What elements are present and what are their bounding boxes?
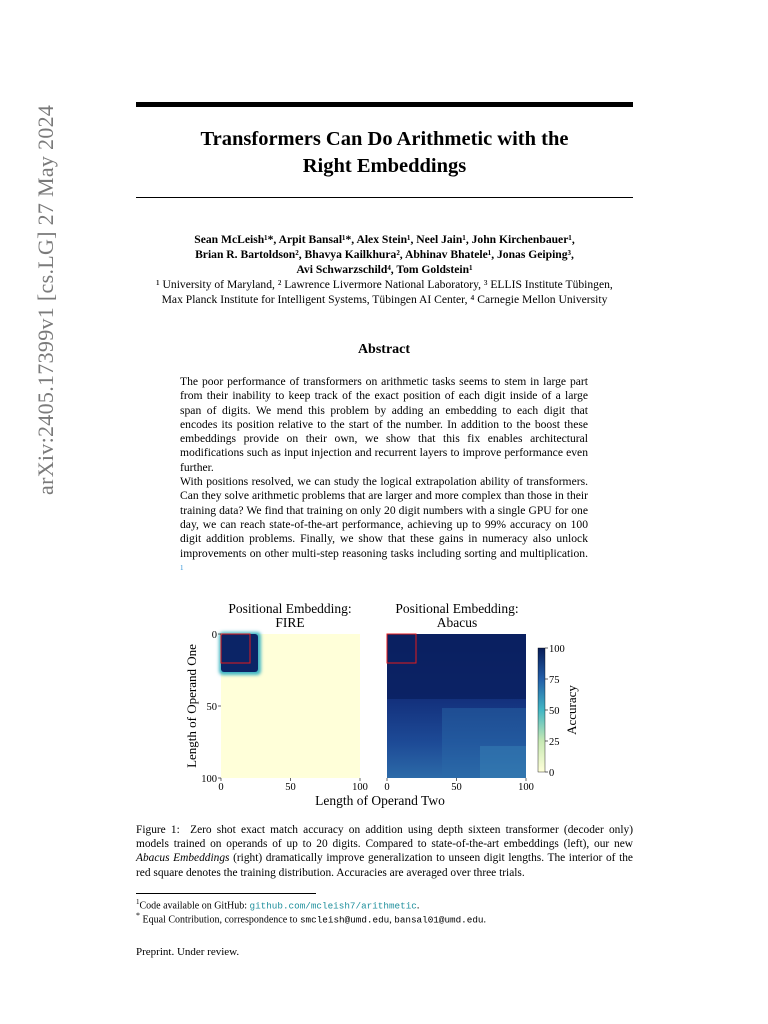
y-tick-label: 50 — [206, 702, 217, 713]
footnote-2 — [136, 909, 486, 926]
affiliations — [120, 277, 649, 307]
footnote-mark: 1 — [136, 898, 140, 906]
title-line-2: Right Embeddings — [302, 155, 467, 177]
colorbar-tick-label: 50 — [549, 706, 560, 717]
y-axis-ticks — [201, 630, 221, 785]
colorbar-tick-label: 100 — [549, 644, 565, 655]
affiliation-line: ¹ University of Maryland, ² Lawrence Livermore National Laboratory, ³ ELLIS Institute Tübingen, — [156, 278, 613, 291]
colorbar — [538, 648, 545, 772]
caption-emphasis: Abacus Embeddings — [136, 852, 230, 865]
github-link[interactable]: github.com/mcleish7/arithmetic — [249, 900, 417, 912]
abacus-upper-band — [387, 634, 526, 699]
title-line-1: Transformers Can Do Arithmetic with the — [200, 128, 569, 150]
email-link[interactable]: bansal01@umd.edu — [394, 914, 484, 926]
footnote-rule — [136, 893, 316, 894]
footnote-text: Equal Contribution, correspondence to — [140, 914, 300, 926]
title-rule — [136, 197, 633, 198]
author-list — [136, 232, 633, 277]
abstract-paragraph: The poor performance of transformers on arithmetic tasks seems to stem in large part from their inability to keep track of the exact position of each digit inside of a large span of digits. We mend this problem by adding an embedding to each digit that encodes its position relative to the start of the number. In addition to the boost these embeddings provide on their own, we show that this fix enables architectural modifications such as input injection and recurrent layers to improve performance even further. — [180, 375, 588, 474]
top-rule — [136, 102, 633, 107]
caption-text: (right) dramatically improve generalization to unseen digit lengths. The interior of the red square denotes the training distribution. Accuracies are averaged over three trials. — [136, 852, 633, 879]
footnote-text: . — [416, 900, 420, 912]
arxiv-identifier: arXiv:2405.17399v1 [cs.LG] 27 May 2024 — [33, 104, 58, 495]
fire-heatmap — [219, 632, 360, 778]
colorbar-tick-label: 25 — [549, 737, 560, 748]
abacus-corner-band — [480, 746, 526, 778]
author-line: Avi Schwarzschild⁴, Tom Goldstein¹ — [296, 263, 473, 276]
colorbar-tick-label: 0 — [549, 768, 555, 779]
colorbar-gradient — [538, 648, 545, 772]
author-line: Brian R. Bartoldson², Bhavya Kailkhura², Abhinav Bhatele¹, Jonas Geiping³, — [195, 248, 574, 261]
left-panel-title: Positional Embedding: — [228, 601, 352, 616]
colorbar-label: Accuracy — [564, 685, 579, 735]
abstract-paragraph-text: With positions resolved, we can study the logical extrapolation ability of transformers. Can they solve arithmetic problems that are larger and more complex than those in their training data? We find that training on only 20 digit numbers with a single GPU for one day, we can reach state-of-the-art performance, achieving up to 99% accuracy on 100 digit addition problems. Finally, we show that these gains in numeracy also unlock improvements on other multi-step reasoning tasks including sorting and multiplication. — [180, 475, 588, 560]
fire-high-accuracy-region — [221, 634, 258, 672]
abstract-body — [180, 375, 588, 579]
x-tick-label: 50 — [451, 782, 462, 793]
email-link[interactable]: smcleish@umd.edu — [299, 914, 390, 926]
paper-title — [136, 126, 633, 180]
x-tick-label: 50 — [285, 782, 296, 793]
y-axis-label: Length of Operand One — [184, 644, 199, 768]
abacus-heatmap — [387, 634, 526, 778]
right-panel-subtitle: Abacus — [436, 615, 478, 630]
author-line: Sean McLeish¹*, Arpit Bansal¹*, Alex Stein¹, Neel Jain¹, John Kirchenbauer¹, — [194, 233, 575, 246]
x-tick-label: 0 — [384, 782, 390, 793]
left-panel-subtitle: FIRE — [275, 615, 305, 630]
abstract-heading: Abstract — [357, 342, 411, 357]
caption-text: Zero shot exact match accuracy on addition using depth sixteen transformer (decoder only) models trained on operands of up to 20 digits. Compared to state-of-the-art embeddings (left), our new — [136, 824, 633, 851]
footnote-text: . — [483, 914, 486, 926]
footnote-mark: * — [136, 911, 140, 920]
colorbar-tick-label: 75 — [549, 675, 560, 686]
left-x-axis-ticks — [218, 778, 368, 793]
colorbar-ticks — [545, 644, 565, 779]
y-tick-label: 0 — [211, 630, 217, 641]
abstract-paragraph — [180, 475, 588, 579]
figure-caption — [136, 823, 633, 880]
x-tick-label: 100 — [518, 782, 534, 793]
footnote-link[interactable]: 1 — [180, 563, 184, 572]
preprint-notice: Preprint. Under review. — [136, 946, 240, 958]
y-tick-label: 100 — [201, 774, 217, 785]
figure-1 — [180, 598, 600, 813]
footnote-text: Code available on GitHub: — [139, 900, 250, 912]
x-axis-label: Length of Operand Two — [315, 793, 445, 808]
footnote-text: , — [389, 914, 395, 926]
x-tick-label: 100 — [352, 782, 368, 793]
x-tick-label: 0 — [218, 782, 224, 793]
right-panel-title: Positional Embedding: — [395, 601, 519, 616]
affiliation-line: Max Planck Institute for Intelligent Systems, Tübingen AI Center, ⁴ Carnegie Mellon University — [161, 293, 608, 306]
caption-label: Figure 1: — [136, 824, 180, 836]
right-x-axis-ticks — [384, 778, 534, 793]
